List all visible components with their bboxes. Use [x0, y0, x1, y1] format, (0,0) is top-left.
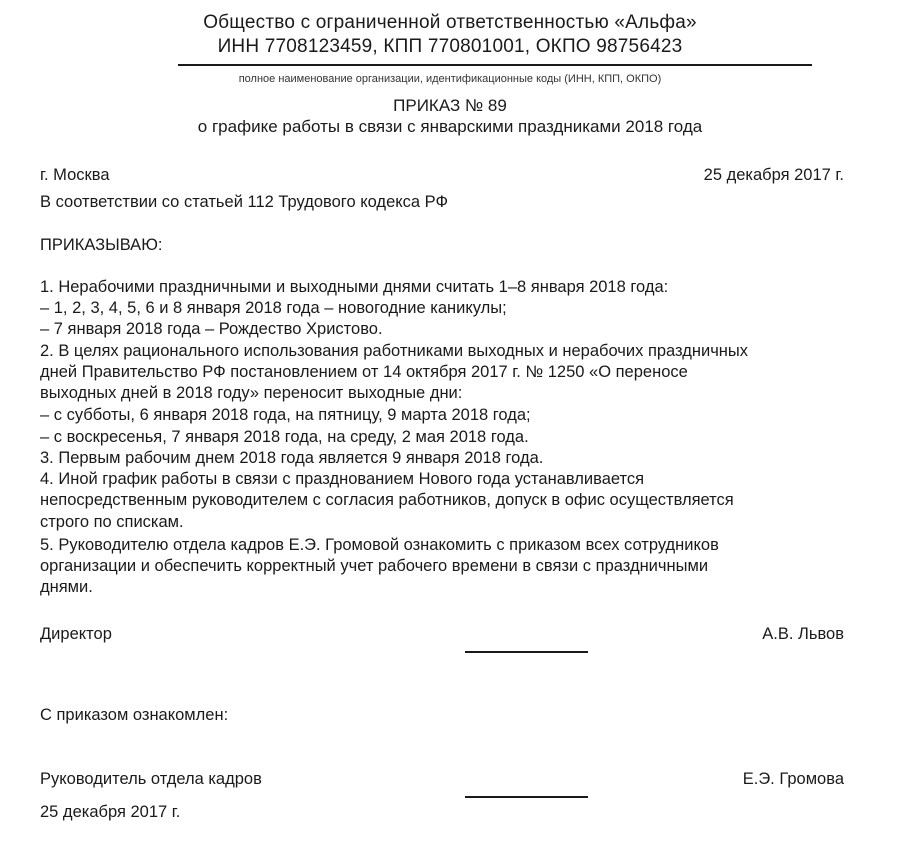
body-line: – с воскресенья, 7 января 2018 года, на среду, 2 мая 2018 года.	[40, 428, 529, 446]
body-line: дней Правительство РФ постановлением от 14 октября 2017 г. № 1250 «О переносе	[40, 363, 688, 381]
body-line: днями.	[40, 578, 93, 596]
director-title: Директор	[40, 625, 112, 643]
organization-caption: полное наименование организации, идентификационные коды (ИНН, КПП, ОКПО)	[238, 73, 662, 85]
organization-name: Общество с ограниченной ответственностью «Альфа»	[203, 12, 697, 33]
hr-signature-line	[465, 796, 588, 798]
body-line: 2. В целях рационального использования работниками выходных и нерабочих праздничных	[40, 342, 749, 360]
organization-codes: ИНН 7708123459, КПП 770801001, ОКПО 98756423	[217, 36, 683, 57]
body-line: – с субботы, 6 января 2018 года, на пятницу, 9 марта 2018 года;	[40, 406, 531, 424]
order-subject: о графике работы в связи с январскими праздниками 2018 года	[197, 117, 703, 136]
body-line: 1. Нерабочими праздничными и выходными днями считать 1–8 января 2018 года:	[40, 278, 669, 296]
body-line: строго по спискам.	[40, 513, 184, 531]
hr-date: 25 декабря 2017 г.	[40, 803, 181, 821]
director-signature-line	[465, 651, 588, 653]
body-line: – 1, 2, 3, 4, 5, 6 и 8 января 2018 года – новогодние каникулы;	[40, 299, 507, 317]
legal-basis: В соответствии со статьей 112 Трудового кодекса РФ	[40, 193, 449, 211]
hr-title: Руководитель отдела кадров	[40, 770, 262, 788]
hr-name: Е.Э. Громова	[742, 770, 844, 788]
body-line: 5. Руководителю отдела кадров Е.Э. Громовой ознакомить с приказом всех сотрудников	[40, 536, 719, 554]
header-divider	[178, 64, 812, 66]
body-line: непосредственным руководителем с согласия работников, допуск в офис осуществляется	[40, 491, 734, 509]
body-line: организации и обеспечить корректный учет рабочего времени в связи с праздничными	[40, 557, 709, 575]
order-number: ПРИКАЗ № 89	[393, 96, 507, 115]
body-line: – 7 января 2018 года – Рождество Христово.	[40, 320, 383, 338]
body-line: 3. Первым рабочим днем 2018 года является 9 января 2018 года.	[40, 449, 544, 467]
order-date: 25 декабря 2017 г.	[703, 166, 844, 184]
city: г. Москва	[40, 166, 110, 184]
director-name: А.В. Львов	[762, 625, 844, 643]
body-line: 4. Иной график работы в связи с празднованием Нового года устанавливается	[40, 470, 645, 488]
body-line: выходных дней в 2018 году» переносит выходные дни:	[40, 384, 463, 402]
order-word: ПРИКАЗЫВАЮ:	[40, 236, 163, 254]
acquainted-label: С приказом ознакомлен:	[40, 706, 229, 724]
